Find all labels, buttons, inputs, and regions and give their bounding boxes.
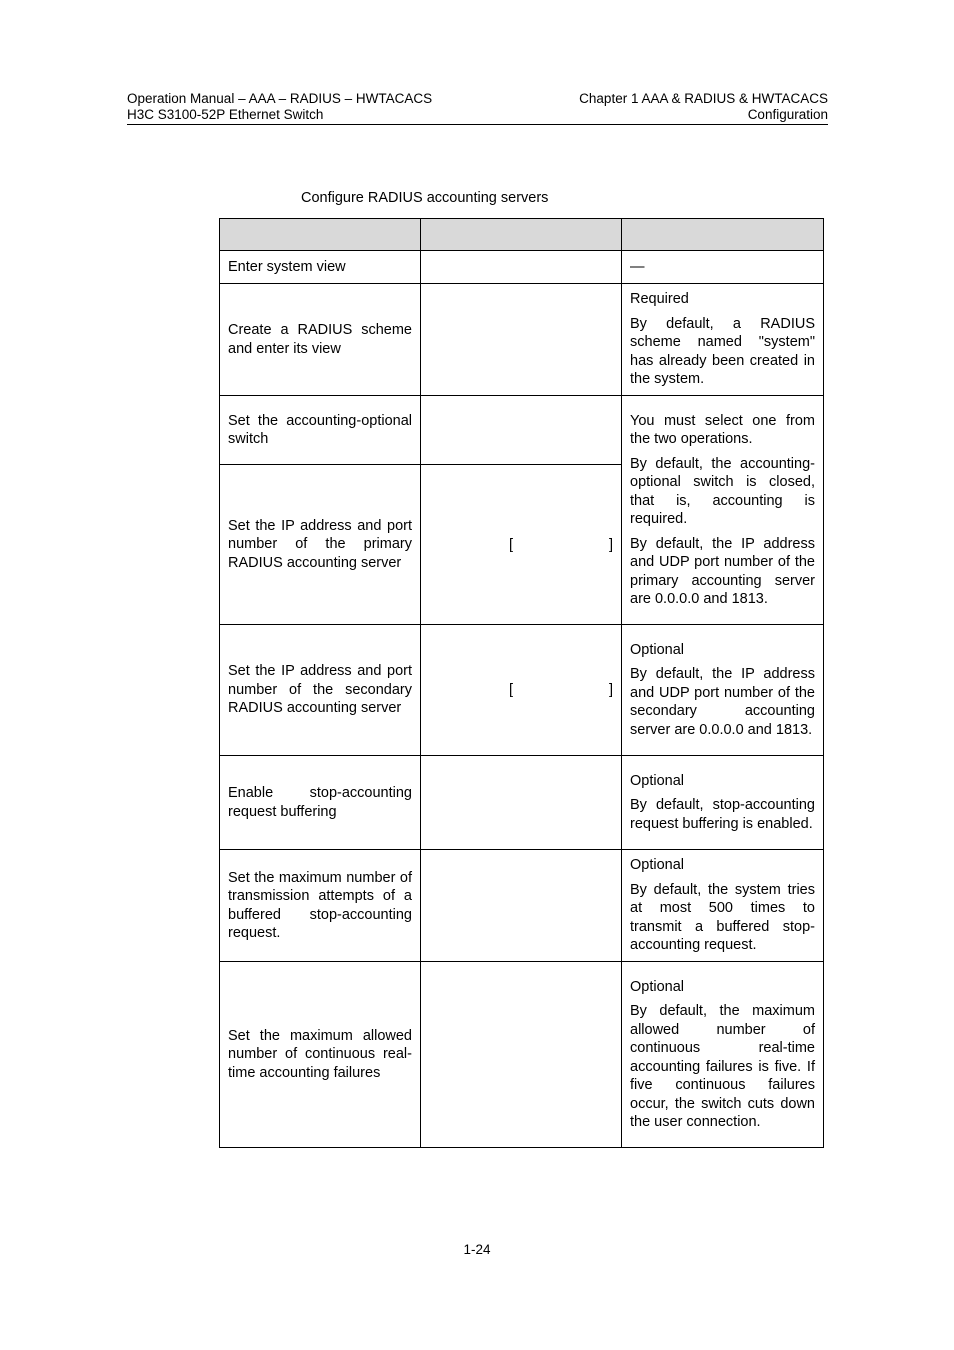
operation-cell: Enter system view <box>220 251 421 284</box>
table-row <box>220 396 824 465</box>
command-cell <box>421 396 622 465</box>
table-row <box>220 625 824 756</box>
remark-text: By default, the IP address and UDP port number of the secondary accounting server are 0.0.0.0 and 1813. <box>630 666 815 738</box>
table-row <box>220 962 824 1148</box>
table-row <box>220 284 824 396</box>
command-cell <box>421 251 622 284</box>
remark-text: By default, the system tries at most 500 times to transmit a buffered stop-accounting request. <box>630 881 815 954</box>
chapter-title: Chapter 1 AAA & RADIUS & HWTACACS <box>579 91 828 106</box>
remarks-cell <box>622 251 824 284</box>
remarks-cell <box>622 850 824 962</box>
table-caption: Configure RADIUS accounting servers <box>301 190 549 206</box>
remark-text: By default, the accounting-optional switch is closed, that is, accounting is required. <box>630 455 815 527</box>
remark-text: By default, the IP address and UDP port number of the primary accounting server are 0.0.0.0 and 1813. <box>630 535 815 607</box>
operation-cell: Set the accounting-optional switch <box>220 396 421 465</box>
command-cell <box>421 850 622 962</box>
product-name: H3C S3100-52P Ethernet Switch <box>127 107 324 122</box>
remark-text: — <box>630 258 645 275</box>
remark-text: By default, stop-accounting request buffering is enabled. <box>630 797 815 832</box>
section-title: Configuration <box>747 107 828 122</box>
page-number: 1-24 <box>463 1242 491 1257</box>
remarks-cell <box>622 756 824 850</box>
operation-cell: Set the IP address and port number of the secondary RADIUS accounting server <box>220 625 421 756</box>
remarks-cell <box>622 284 824 396</box>
remark-text: Optional <box>630 772 685 789</box>
manual-title: Operation Manual – AAA – RADIUS – HWTACACS <box>127 91 433 106</box>
command-cell <box>421 625 622 756</box>
remark-text: Optional <box>630 857 685 874</box>
command-bracket-open: [ <box>509 536 514 553</box>
config-table <box>219 218 824 1148</box>
table-row <box>220 756 824 850</box>
command-cell <box>421 465 622 625</box>
header-rule <box>127 124 828 125</box>
remark-text: By default, the maximum allowed number of continuous real-time accounting failures is five. If five continuous failures occur, the switch cuts down the user connection. <box>630 1003 815 1130</box>
command-bracket-close: ] <box>608 682 613 698</box>
remark-text: You must select one from the two operations. <box>630 412 815 447</box>
operation-cell: Create a RADIUS scheme and enter its view <box>220 284 421 396</box>
operation-cell: Set the IP address and port number of the primary RADIUS accounting server <box>220 465 421 625</box>
running-header-right <box>579 91 828 123</box>
header-cell-command <box>421 219 622 251</box>
command-bracket-open: [ <box>509 682 514 698</box>
remark-text: By default, a RADIUS scheme named "system" has already been created in the system. <box>630 315 815 388</box>
command-bracket-close: ] <box>608 536 613 553</box>
remark-text: Optional <box>630 641 685 658</box>
remarks-cell <box>622 625 824 756</box>
remark-text: Optional <box>630 978 685 995</box>
header-cell-remarks <box>622 219 824 251</box>
table-row <box>220 850 824 962</box>
table-header-row <box>220 219 824 251</box>
remarks-cell <box>622 962 824 1148</box>
operation-cell: Set the maximum allowed number of continuous real-time accounting failures <box>220 962 421 1148</box>
operation-cell: Set the maximum number of transmission attempts of a buffered stop-accounting request. <box>220 850 421 962</box>
running-header-left <box>127 91 432 123</box>
table-row <box>220 251 824 284</box>
operation-cell: Enable stop-accounting request buffering <box>220 756 421 850</box>
command-cell <box>421 962 622 1148</box>
header-cell-operation <box>220 219 421 251</box>
remark-text: Required <box>630 291 689 308</box>
command-cell <box>421 284 622 396</box>
command-cell <box>421 756 622 850</box>
remarks-cell-merged <box>622 396 824 625</box>
